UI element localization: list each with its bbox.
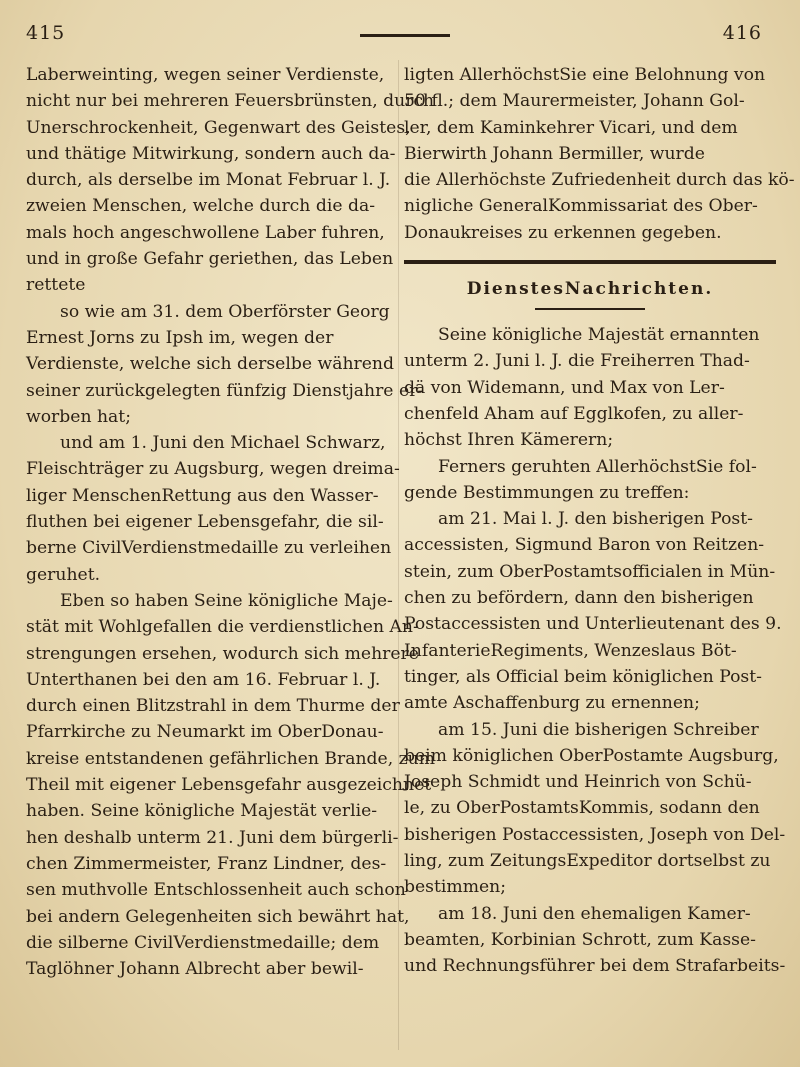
- text-line: Theil mit eigener Lebensgefahr ausgezeichnet: [26, 775, 432, 796]
- text-line: seiner zurückgelegten fünfzig Dienstjahre er-: [26, 380, 424, 401]
- text-line: durch einen Blitzstrahl in dem Thurme der: [26, 696, 400, 717]
- text-line: Eben so haben Seine königliche Maje-: [60, 590, 393, 611]
- text-line: bei andern Gelegenheiten sich bewährt hat,: [26, 906, 410, 927]
- text-line: chen Zimmermeister, Franz Lindner, des-: [26, 853, 387, 874]
- text-line: mals hoch angeschwollene Laber fuhren,: [26, 222, 385, 243]
- text-line: am 21. Mai l. J. den bisherigen Post-: [438, 509, 753, 530]
- text-line: zweien Menschen, welche durch die da-: [26, 196, 376, 217]
- text-line: und thätige Mitwirkung, sondern auch da-: [26, 143, 396, 164]
- text-line: so wie am 31. dem Oberförster Georg: [60, 301, 390, 322]
- header-rule: [360, 34, 450, 37]
- section-divider-rule: [404, 260, 776, 264]
- text-line: Postaccessisten und Unterlieutenant des 9.: [404, 614, 782, 635]
- text-line: accessisten, Sigmund Baron von Reitzen-: [404, 535, 765, 556]
- text-line: Taglöhner Johann Albrecht aber bewil-: [26, 959, 364, 980]
- text-line: hen deshalb unterm 21. Juni dem bürgerli-: [26, 827, 399, 848]
- text-line: und in große Gefahr geriethen, das Leben: [26, 249, 394, 270]
- text-line: ling, zum ZeitungsExpeditor dortselbst zu: [404, 851, 771, 872]
- text-line: haben. Seine königliche Majestät verlie-: [26, 801, 378, 822]
- text-line: die Allerhöchste Zufriedenheit durch das kö-: [404, 170, 795, 191]
- text-line: Laberweinting, wegen seiner Verdienste,: [26, 65, 385, 85]
- text-line: amte Aschaffenburg zu ernennen;: [404, 693, 700, 714]
- text-line: chenfeld Aham auf Egglkofen, zu aller-: [404, 403, 744, 424]
- text-line: Verdienste, welche sich derselbe während: [26, 354, 394, 375]
- page-number-right: 416: [722, 22, 762, 44]
- text-line: rettete: [26, 275, 86, 296]
- text-line: am 15. Juni die bisherigen Schreiber: [438, 719, 759, 740]
- text-line: Ernest Jorns zu Ipsh im, wegen der: [26, 327, 334, 348]
- text-line: unterm 2. Juni l. J. die Freiherren Thad-: [404, 351, 750, 372]
- text-line: chen zu befördern, dann den bisherigen: [404, 588, 754, 609]
- text-line: Unerschrockenheit, Gegenwart des Geistes,: [26, 117, 411, 138]
- right-column-top-text: [404, 62, 795, 246]
- text-line: und Rechnungsführer bei dem Strafarbeits-: [404, 956, 786, 977]
- text-line: fluthen bei eigener Lebensgefahr, die sil-: [26, 512, 384, 533]
- text-line: stein, zum OberPostamtsofficialen in Mün-: [404, 561, 776, 582]
- column-gutter: [398, 60, 399, 1050]
- text-line: liger MenschenRettung aus den Wasser-: [26, 485, 379, 506]
- text-line: bisherigen Postaccessisten, Joseph von Del-: [404, 824, 786, 845]
- text-line: Donaukreises zu erkennen gegeben.: [404, 222, 722, 243]
- text-line: 50 fl.; dem Maurermeister, Johann Gol-: [404, 91, 745, 112]
- text-line: kreise entstandenen gefährlichen Brande, zum: [26, 748, 436, 769]
- text-line: InfanterieRegiments, Wenzeslaus Böt-: [404, 640, 737, 661]
- text-line: ligten AllerhöchstSie eine Belohnung von: [404, 65, 766, 85]
- section-heading: DienstesNachrichten.: [466, 279, 714, 300]
- text-line: sen muthvolle Entschlossenheit auch schon: [26, 880, 406, 901]
- text-line: die silberne CivilVerdienstmedaille; dem: [26, 932, 380, 953]
- text-line: Bierwirth Johann Bermiller, wurde: [404, 143, 705, 164]
- text-line: ler, dem Kaminkehrer Vicari, und dem: [404, 117, 738, 138]
- text-line: beim königlichen OberPostamte Augsburg,: [404, 745, 779, 766]
- text-line: berne CivilVerdienstmedaille zu verleihen: [26, 538, 392, 559]
- text-line: nicht nur bei mehreren Feuersbrünsten, durch: [26, 91, 435, 112]
- text-line: und am 1. Juni den Michael Schwarz,: [60, 433, 386, 454]
- text-line: höchst Ihren Kämerern;: [404, 430, 614, 451]
- text-line: Joseph Schmidt und Heinrich von Schü-: [404, 772, 752, 793]
- right-column: [404, 62, 795, 980]
- text-line: Fleischträger zu Augsburg, wegen dreima-: [26, 459, 400, 480]
- text-line: Seine königliche Majestät ernannten: [438, 325, 760, 346]
- text-line: bestimmen;: [404, 877, 507, 898]
- text-line: Pfarrkirche zu Neumarkt im OberDonau-: [26, 722, 384, 743]
- text-line: Unterthanen bei den am 16. Februar l. J.: [26, 669, 381, 690]
- text-line: le, zu OberPostamtsKommis, sodann den: [404, 798, 760, 819]
- text-line: worben hat;: [26, 406, 131, 427]
- text-line: nigliche GeneralKommissariat des Ober-: [404, 196, 758, 217]
- text-line: am 18. Juni den ehemaligen Kamer-: [438, 903, 751, 924]
- right-column-bottom-text: [404, 322, 786, 979]
- text-line: dä von Widemann, und Max von Ler-: [404, 377, 725, 398]
- text-line: beamten, Korbinian Schrott, zum Kasse-: [404, 929, 756, 950]
- text-line: Ferners geruhten AllerhöchstSie fol-: [438, 456, 757, 477]
- text-line: gende Bestimmungen zu treffen:: [404, 482, 690, 503]
- page-number-left: 415: [26, 22, 66, 44]
- heading-underline-rule: [535, 308, 645, 310]
- text-line: geruhet.: [26, 564, 101, 585]
- text-line: strengungen ersehen, wodurch sich mehrere: [26, 643, 419, 664]
- text-line: stät mit Wohlgefallen die verdienstlichen An-: [26, 617, 419, 638]
- left-column: [26, 62, 436, 982]
- text-line: durch, als derselbe im Monat Februar l. J.: [26, 170, 391, 191]
- text-line: tinger, als Official beim königlichen Post-: [404, 666, 762, 687]
